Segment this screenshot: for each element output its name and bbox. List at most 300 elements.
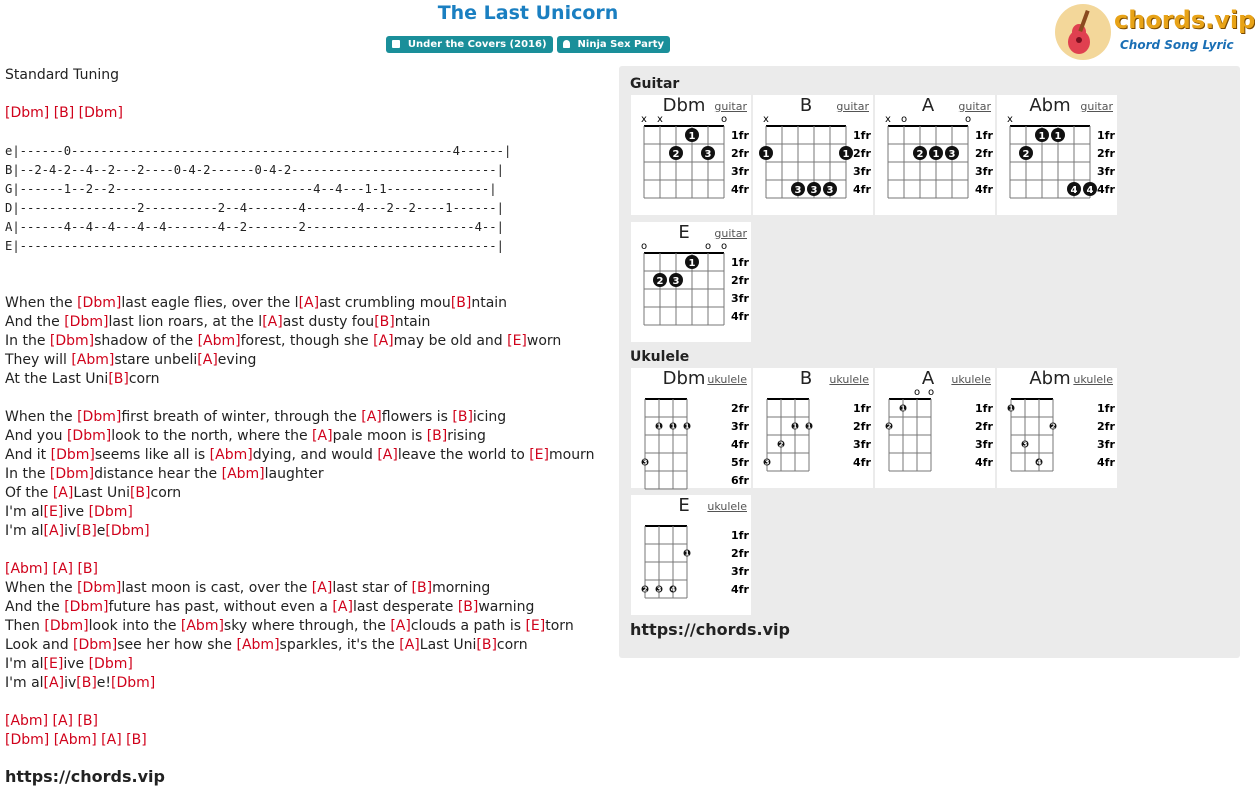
fret-label: 3fr xyxy=(731,165,749,178)
lyric-text: eving xyxy=(217,352,257,368)
finger-number: 2 xyxy=(1050,422,1056,431)
instrument-link[interactable]: ukulele xyxy=(1073,373,1113,386)
chord-link[interactable]: [A] xyxy=(390,618,411,634)
chord-link[interactable]: [B] xyxy=(426,428,448,444)
lyric-text: torn xyxy=(545,618,574,634)
chord-link[interactable]: [Dbm] xyxy=(77,580,122,596)
sheet-line xyxy=(5,123,610,142)
chord-link[interactable]: [Dbm] xyxy=(73,637,118,653)
finger-number: 2 xyxy=(916,149,924,160)
finger-number: 2 xyxy=(656,276,664,287)
lyric-text: And you xyxy=(5,428,67,444)
sheet-line xyxy=(5,256,610,275)
sheet-line xyxy=(5,294,610,313)
finger-number: 1 xyxy=(684,422,690,431)
chord-card-dbm[interactable] xyxy=(631,95,751,215)
finger-number: 3 xyxy=(810,185,818,196)
chord-link[interactable]: [Dbm] xyxy=(64,599,109,615)
muted-string-mark: x xyxy=(1007,114,1013,125)
chord-card-e[interactable] xyxy=(631,222,751,342)
fret-label: 2fr xyxy=(731,274,749,287)
chord-link[interactable]: [Dbm] xyxy=(88,504,133,520)
fret-label: 4fr xyxy=(975,456,993,469)
fret-label: 1fr xyxy=(731,256,749,269)
finger-number: 1 xyxy=(1008,404,1014,413)
finger-number: 1 xyxy=(900,404,906,413)
chord-link[interactable]: [E] xyxy=(525,618,546,634)
lyric-text: mourn xyxy=(548,447,595,463)
chord-link[interactable]: [A] xyxy=(373,333,394,349)
sheet-line xyxy=(5,484,610,503)
sheet-line xyxy=(5,142,610,161)
chord-name: E xyxy=(678,222,690,243)
finger-number: 1 xyxy=(1038,131,1046,142)
chord-link[interactable]: [Dbm] xyxy=(78,105,123,121)
fret-label: 1fr xyxy=(1097,402,1115,415)
fret-label: 4fr xyxy=(975,183,993,196)
finger-number: 3 xyxy=(656,585,662,594)
chord-link[interactable]: [Abm] xyxy=(209,447,253,463)
chord-link[interactable]: [Dbm] xyxy=(49,466,95,482)
chord-name: A xyxy=(921,95,935,116)
chord-link[interactable]: [Dbm] xyxy=(64,314,109,330)
lyric-text: And it xyxy=(5,447,51,463)
fret-label: 3fr xyxy=(731,420,749,433)
lyric-text: last lion roars, at the l xyxy=(108,314,263,330)
lyric-text: ive xyxy=(63,504,89,520)
instrument-link[interactable]: guitar xyxy=(714,100,747,113)
finger-number: 1 xyxy=(688,131,696,142)
chord-link[interactable]: [B] xyxy=(452,409,473,425)
fret-label: 1fr xyxy=(731,129,749,142)
sheet-line xyxy=(5,522,610,541)
chord-link[interactable]: [Dbm] xyxy=(111,675,156,691)
lyric-text: At the Last Uni xyxy=(5,371,109,387)
chord-diagram xyxy=(631,495,751,615)
fret-label: 3fr xyxy=(975,438,993,451)
finger-number: 3 xyxy=(704,149,712,160)
lyric-text: look to the north, where the xyxy=(111,428,313,444)
fret-label: 1fr xyxy=(853,402,871,415)
lyric-text: Of the xyxy=(5,485,53,501)
fret-label: 3fr xyxy=(731,565,749,578)
lyric-text: When the xyxy=(5,409,78,425)
person-icon xyxy=(563,40,570,48)
chord-card-abm[interactable] xyxy=(997,95,1117,215)
lyric-text: future has past, without even a xyxy=(108,599,333,615)
tab-line: D|----------------2----------2--4-------4-------4---2--2----1------| xyxy=(5,201,504,215)
lyric-text: e xyxy=(96,523,106,539)
chord-name: A xyxy=(921,368,935,389)
fret-label: 2fr xyxy=(1097,147,1115,160)
lyric-text: I'm al xyxy=(5,656,44,672)
instrument-link[interactable]: guitar xyxy=(958,100,991,113)
chord-link[interactable]: [B] xyxy=(77,561,98,577)
fret-label: 1fr xyxy=(975,129,993,142)
lyric-text: Last Uni xyxy=(73,485,130,501)
fret-label: 2fr xyxy=(853,420,871,433)
finger-number: 2 xyxy=(672,149,680,160)
chord-link[interactable]: [A] xyxy=(332,599,353,615)
instrument-link[interactable]: guitar xyxy=(1080,100,1113,113)
chord-diagram xyxy=(631,222,751,342)
lyric-text: corn xyxy=(150,485,182,501)
finger-number: 3 xyxy=(794,185,802,196)
chord-name: B xyxy=(799,368,813,389)
lyric-text: ast crumbling mou xyxy=(319,295,451,311)
finger-number: 4 xyxy=(1086,185,1094,196)
lyric-text: When the xyxy=(5,580,78,596)
chord-name: E xyxy=(678,495,690,516)
fret-label: 6fr xyxy=(731,474,749,487)
lyric-text: iv xyxy=(64,675,77,691)
chord-link[interactable]: [A] xyxy=(377,447,398,463)
chord-link[interactable]: [Abm] xyxy=(5,561,49,577)
lyric-text: dying, and would xyxy=(252,447,378,463)
chord-link[interactable]: [Abm] xyxy=(53,732,97,748)
guitar-logo-icon xyxy=(1055,4,1111,60)
lyric-text: ast dusty fou xyxy=(282,314,375,330)
instrument-link[interactable]: ukulele xyxy=(829,373,869,386)
sheet-line xyxy=(5,313,610,332)
finger-number: 2 xyxy=(1022,149,1030,160)
chord-link[interactable]: [B] xyxy=(476,637,497,653)
muted-string-mark: x xyxy=(657,114,663,125)
open-string-mark: o xyxy=(913,387,921,398)
sheet-line xyxy=(5,712,610,731)
fret-label: 1fr xyxy=(853,129,871,142)
sheet-line xyxy=(5,503,610,522)
chord-diagram xyxy=(875,368,995,488)
lyric-text: pale moon is xyxy=(332,428,427,444)
sheet-line xyxy=(5,180,610,199)
chord-link[interactable]: [A] xyxy=(101,732,122,748)
chord-link[interactable]: [Dbm] xyxy=(5,732,50,748)
sheet-line xyxy=(5,560,610,579)
chord-link[interactable]: [A] xyxy=(52,713,73,729)
sheet-line xyxy=(5,636,610,655)
chord-link[interactable]: [Abm] xyxy=(221,466,265,482)
lyric-text: last desperate xyxy=(352,599,458,615)
sheet-line xyxy=(5,655,610,674)
sheet-line xyxy=(5,389,610,408)
open-string-mark: o xyxy=(900,114,908,125)
chord-link[interactable]: [B] xyxy=(76,675,97,691)
chord-link[interactable]: [B] xyxy=(457,599,479,615)
fret-label: 1fr xyxy=(731,529,749,542)
lyric-text: Then xyxy=(5,618,45,634)
chord-link[interactable]: [A] xyxy=(312,428,333,444)
fret-label: 3fr xyxy=(853,165,871,178)
chord-link[interactable]: [B] xyxy=(76,523,97,539)
panel-footer-url[interactable]: https://chords.vip xyxy=(630,620,790,639)
sheet-line xyxy=(5,465,610,484)
fret-label: 1fr xyxy=(975,402,993,415)
lyric-text: corn xyxy=(128,371,160,387)
finger-number: 4 xyxy=(1070,185,1078,196)
chord-diagram xyxy=(753,368,873,488)
finger-number: 2 xyxy=(642,585,648,594)
lyric-text: ntain xyxy=(471,295,508,311)
chord-link[interactable]: [Abm] xyxy=(71,352,115,368)
fret-label: 3fr xyxy=(1097,438,1115,451)
chord-card-a[interactable] xyxy=(875,95,995,215)
lyric-text: may be old and xyxy=(393,333,508,349)
chord-link[interactable]: [A] xyxy=(361,409,382,425)
chord-diagram xyxy=(753,95,873,215)
lyric-text: icing xyxy=(472,409,507,425)
chord-name: Dbm xyxy=(662,95,706,116)
sheet-line xyxy=(5,104,610,123)
chord-link[interactable]: [A] xyxy=(52,561,73,577)
fret-label: 3fr xyxy=(853,438,871,451)
sheet-line xyxy=(5,66,610,85)
lyric-text: sparkles, it's the xyxy=(279,637,400,653)
chord-link[interactable]: [A] xyxy=(298,295,320,311)
chord-card-e[interactable] xyxy=(631,495,751,615)
fret-label: 4fr xyxy=(853,456,871,469)
sheet-line xyxy=(5,199,610,218)
lyric-text: morning xyxy=(432,580,491,596)
instrument-link[interactable]: ukulele xyxy=(707,373,747,386)
chord-link[interactable]: [B] xyxy=(411,580,433,596)
lyric-text: warning xyxy=(478,599,535,615)
chord-link[interactable]: [B] xyxy=(450,295,472,311)
chord-link[interactable]: [Dbm] xyxy=(105,523,150,539)
chord-diagram xyxy=(875,95,995,215)
sheet-line xyxy=(5,427,610,446)
fret-label: 4fr xyxy=(731,310,749,323)
finger-number: 1 xyxy=(684,549,690,558)
sheet-line xyxy=(5,161,610,180)
artist-badge[interactable] xyxy=(557,36,671,53)
logo-brand: chords.vip xyxy=(1114,6,1255,34)
chord-link[interactable]: [A] xyxy=(43,523,65,539)
fret-label: 4fr xyxy=(853,183,871,196)
chord-link[interactable]: [Abm] xyxy=(236,637,280,653)
open-string-mark: o xyxy=(704,241,712,252)
chord-link[interactable]: [A] xyxy=(52,485,74,501)
lyric-text: sky where through, the xyxy=(223,618,391,634)
lyric-text: When the xyxy=(5,295,78,311)
logo-tagline: Chord Song Lyric xyxy=(1120,38,1234,52)
chord-diagram xyxy=(997,95,1117,215)
chord-link[interactable]: [Dbm] xyxy=(77,409,122,425)
guitar-section-title: Guitar xyxy=(630,76,680,92)
song-title: The Last Unicorn xyxy=(437,2,619,24)
chord-link[interactable]: [E] xyxy=(43,656,64,672)
fret-label: 2fr xyxy=(731,147,749,160)
chord-link[interactable]: [B] xyxy=(53,105,75,121)
footer-url[interactable]: https://chords.vip xyxy=(5,767,165,786)
lyric-text: ntain xyxy=(394,314,431,330)
finger-number: 3 xyxy=(948,149,956,160)
sheet-line xyxy=(5,579,610,598)
chord-link[interactable]: [Abm] xyxy=(197,333,241,349)
chord-diagram xyxy=(997,368,1117,488)
tab-line: B|--2-4-2--4--2---2----0-4-2------0-4-2----------------------------| xyxy=(5,163,504,177)
lyric-text: ive xyxy=(63,656,89,672)
lyric-text: first breath of winter, through the xyxy=(121,409,362,425)
open-string-mark: o xyxy=(640,241,648,252)
chord-card-abm[interactable] xyxy=(997,368,1117,488)
instrument-link[interactable]: ukulele xyxy=(707,500,747,513)
finger-number: 2 xyxy=(886,422,892,431)
finger-number: 1 xyxy=(792,422,798,431)
chord-link[interactable]: [B] xyxy=(77,713,98,729)
site-logo[interactable] xyxy=(1054,3,1255,61)
sheet-line xyxy=(5,237,610,256)
fret-label: 3fr xyxy=(1097,165,1115,178)
lyric-text: In the xyxy=(5,466,50,482)
fret-label: 1fr xyxy=(1097,129,1115,142)
instrument-link[interactable]: guitar xyxy=(714,227,747,240)
lyric-text: laughter xyxy=(264,466,324,482)
chord-link[interactable]: [Dbm] xyxy=(49,333,95,349)
fret-label: 4fr xyxy=(1097,183,1115,196)
chord-diagram xyxy=(631,368,751,488)
tab-line: A|------4--4--4---4--4-------4--2-------2-----------------------4--| xyxy=(5,220,504,234)
chord-name: Abm xyxy=(1029,368,1071,389)
lyric-text: And the xyxy=(5,314,65,330)
open-string-mark: o xyxy=(720,241,728,252)
fret-label: 2fr xyxy=(1097,420,1115,433)
finger-number: 3 xyxy=(672,276,680,287)
finger-number: 1 xyxy=(656,422,662,431)
open-string-mark: o xyxy=(720,114,728,125)
finger-number: 1 xyxy=(670,422,676,431)
instrument-link[interactable]: ukulele xyxy=(951,373,991,386)
lyric-text: I'm al xyxy=(5,504,44,520)
lyric-text: iv xyxy=(64,523,77,539)
sheet-line xyxy=(5,446,610,465)
finger-number: 3 xyxy=(826,185,834,196)
chord-name: Dbm xyxy=(662,368,706,389)
instrument-link[interactable]: guitar xyxy=(836,100,869,113)
finger-number: 1 xyxy=(842,149,850,160)
chord-link[interactable]: [Abm] xyxy=(5,713,49,729)
chord-name: Abm xyxy=(1029,95,1071,116)
chord-link[interactable]: [Dbm] xyxy=(88,656,133,672)
chord-link[interactable]: [A] xyxy=(311,580,333,596)
chord-link[interactable]: [Dbm] xyxy=(50,447,95,463)
chord-link[interactable]: [Dbm] xyxy=(66,428,112,444)
sheet-line xyxy=(5,275,610,294)
sheet-line xyxy=(5,693,610,712)
finger-number: 1 xyxy=(688,258,696,269)
chord-link[interactable]: [A] xyxy=(399,637,420,653)
sheet-line xyxy=(5,598,610,617)
lyric-text: last eagle flies, over the l xyxy=(121,295,299,311)
fret-label: 5fr xyxy=(731,456,749,469)
chord-link[interactable]: [Abm] xyxy=(180,618,224,634)
finger-number: 4 xyxy=(670,585,676,594)
sheet-line xyxy=(5,351,610,370)
finger-number: 4 xyxy=(1036,458,1042,467)
chord-link[interactable]: [E] xyxy=(43,504,64,520)
sheet-line xyxy=(5,218,610,237)
lyric-text: distance hear the xyxy=(94,466,222,482)
muted-string-mark: x xyxy=(763,114,769,125)
muted-string-mark: x xyxy=(641,114,647,125)
lyric-text: e! xyxy=(96,675,112,691)
finger-number: 3 xyxy=(764,458,770,467)
sheet-line xyxy=(5,85,610,104)
chord-card-dbm[interactable] xyxy=(631,368,751,488)
open-string-mark: o xyxy=(927,387,935,398)
chord-link[interactable]: [A] xyxy=(43,675,65,691)
finger-number: 1 xyxy=(806,422,812,431)
chord-diagrams-panel xyxy=(619,66,1240,658)
tab-line: E|-----------------------------------------------------------------| xyxy=(5,239,504,253)
lyric-text: And the xyxy=(5,599,65,615)
chord-link[interactable]: [B] xyxy=(374,314,395,330)
sheet-line xyxy=(5,370,610,389)
chord-link[interactable]: [Dbm] xyxy=(44,618,89,634)
muted-string-mark: x xyxy=(885,114,891,125)
finger-number: 3 xyxy=(642,458,648,467)
fret-label: 3fr xyxy=(975,165,993,178)
chord-card-b[interactable] xyxy=(753,368,873,488)
open-string-mark: o xyxy=(964,114,972,125)
fret-label: 2fr xyxy=(975,420,993,433)
chord-link[interactable]: [B] xyxy=(126,732,147,748)
lyric-text: shadow of the xyxy=(94,333,198,349)
chord-card-b[interactable] xyxy=(753,95,873,215)
finger-number: 2 xyxy=(778,440,784,449)
finger-number: 1 xyxy=(1054,131,1062,142)
finger-number: 3 xyxy=(1022,440,1028,449)
sheet-line xyxy=(5,332,610,351)
fret-label: 2fr xyxy=(731,547,749,560)
chord-card-a[interactable] xyxy=(875,368,995,488)
chord-link[interactable]: [E] xyxy=(529,447,549,463)
fret-label: 4fr xyxy=(1097,456,1115,469)
ukulele-section-title: Ukulele xyxy=(630,349,690,365)
artist-badge-label: Ninja Sex Party xyxy=(577,39,665,50)
fret-label: 3fr xyxy=(731,292,749,305)
chord-link[interactable]: [Dbm] xyxy=(77,295,122,311)
chord-link[interactable]: [A] xyxy=(262,314,283,330)
chord-diagram xyxy=(631,95,751,215)
lyric-text: stare unbeli xyxy=(114,352,198,368)
finger-number: 1 xyxy=(762,149,770,160)
chord-link[interactable]: [E] xyxy=(507,333,527,349)
lyric-text: flowers is xyxy=(381,409,453,425)
chord-link[interactable]: [B] xyxy=(108,371,129,387)
chord-link[interactable]: [Dbm] xyxy=(5,105,50,121)
album-badge-label: Under the Covers (2016) xyxy=(407,39,547,50)
chord-link[interactable]: [A] xyxy=(197,352,218,368)
lyric-text: I'm al xyxy=(5,675,44,691)
album-badge[interactable] xyxy=(386,36,553,53)
finger-number: 1 xyxy=(932,149,940,160)
fret-label: 2fr xyxy=(731,402,749,415)
lyric-text: look into the xyxy=(88,618,181,634)
chord-link[interactable]: [B] xyxy=(129,485,151,501)
fret-label: 2fr xyxy=(853,147,871,160)
fret-label: 2fr xyxy=(975,147,993,160)
lyric-text: forest, though she xyxy=(240,333,374,349)
chord-name: B xyxy=(799,95,813,116)
lyric-text: see her how she xyxy=(117,637,237,653)
lyric-text: Look and xyxy=(5,637,74,653)
lyric-text: corn xyxy=(496,637,528,653)
sheet-line xyxy=(5,408,610,427)
sheet-line xyxy=(5,731,610,750)
lyric-text: clouds a path is xyxy=(410,618,526,634)
lyric-text: last star of xyxy=(332,580,412,596)
